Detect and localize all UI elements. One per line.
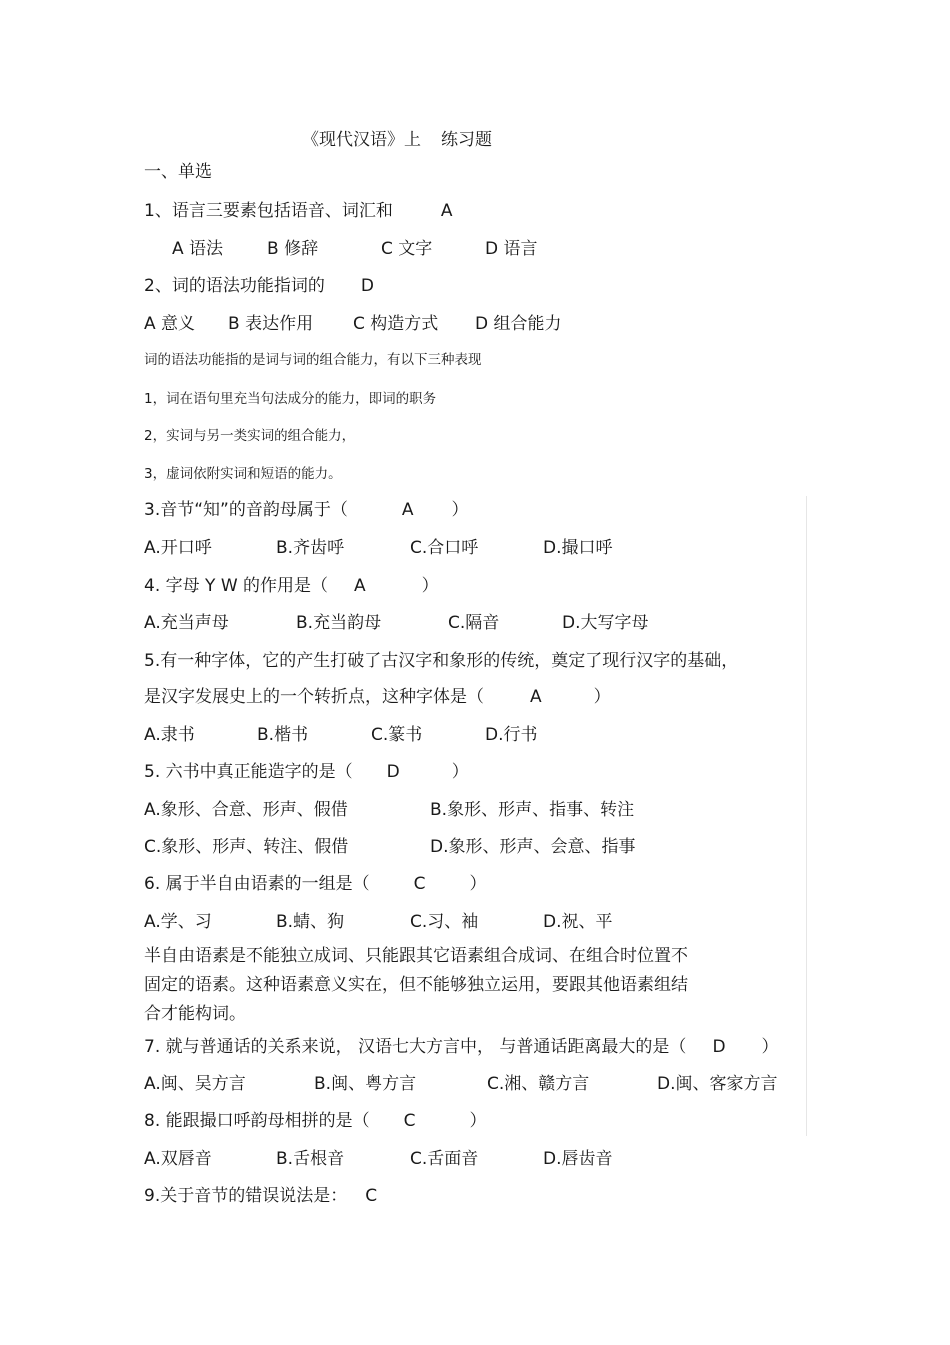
option: D.大写字母	[562, 613, 649, 633]
answer: A	[401, 500, 414, 520]
option: C.篆书	[371, 725, 423, 745]
question-6: 6. 属于半自由语素的一组是（ C ）	[144, 874, 487, 894]
explanation-point: 2，实词与另一类实词的组合能力，	[144, 428, 356, 444]
option: A 语法	[172, 239, 224, 259]
question-5-line1: 5.有一种字体，它的产生打破了古汉字和象形的传统，奠定了现行汉字的基础，	[144, 651, 739, 671]
option: C.习、袖	[410, 912, 479, 932]
question-4: 4. 字母 Y W 的作用是（ A ）	[144, 576, 439, 596]
option: B 表达作用	[228, 314, 314, 334]
explanation-note: 合才能构词。	[144, 1004, 246, 1024]
answer: A	[354, 576, 366, 596]
option: B.象形、形声、指事、转注	[430, 800, 635, 820]
question-5b: 5. 六书中真正能造字的是（ D ）	[144, 762, 469, 782]
question-7: 7. 就与普通话的关系来说， 汉语七大方言中， 与普通话距离最大的是（ D ）	[144, 1037, 779, 1057]
option: C.隔音	[448, 613, 500, 633]
question-1: 1、语言三要素包括语音、词汇和 A	[144, 201, 453, 221]
option: A.闽、吴方言	[144, 1074, 246, 1094]
answer: A	[440, 201, 453, 221]
option: C.合口呼	[410, 538, 479, 558]
option: A.象形、合意、形声、假借	[144, 800, 348, 820]
option: C 构造方式	[353, 314, 439, 334]
option: D.撮口呼	[543, 538, 613, 558]
option: D.祝、平	[543, 912, 613, 932]
question-3: 3.音节“知”的音韵母属于（ A ）	[144, 500, 469, 520]
option: C.象形、形声、转注、假借	[144, 837, 349, 857]
option: A.隶书	[144, 725, 195, 745]
option: A.双唇音	[144, 1149, 212, 1169]
answer: D	[360, 276, 374, 296]
answer: C	[365, 1186, 378, 1206]
margin-rule	[806, 496, 807, 1136]
option: C.湘、赣方言	[487, 1074, 590, 1094]
option: B 修辞	[267, 239, 319, 259]
answer: D	[386, 762, 400, 782]
section-heading: 一、单选	[144, 162, 212, 182]
question-2: 2、词的语法功能指词的 D	[144, 276, 374, 296]
question-5-line2: 是汉字发展史上的一个转折点，这种字体是（ A ）	[144, 687, 611, 707]
option: D 语言	[485, 239, 538, 259]
option: D.闽、客家方言	[657, 1074, 778, 1094]
option: A.开口呼	[144, 538, 212, 558]
question-8: 8. 能跟撮口呼韵母相拼的是（ C ）	[144, 1111, 487, 1131]
option: A 意义	[144, 314, 196, 334]
option: B.闽、粤方言	[314, 1074, 417, 1094]
option: A.充当声母	[144, 613, 229, 633]
option: C 文字	[381, 239, 433, 259]
option: D.象形、形声、会意、指事	[430, 837, 636, 857]
option: B.齐齿呼	[276, 538, 345, 558]
explanation-note: 半自由语素是不能独立成词、只能跟其它语素组合成词、在组合时位置不	[144, 946, 688, 966]
explanation-note: 词的语法功能指的是词与词的组合能力，有以下三种表现	[144, 352, 482, 368]
option: B.舌根音	[276, 1149, 345, 1169]
option: D 组合能力	[475, 314, 562, 334]
answer: C	[403, 1111, 416, 1131]
option: B.楷书	[257, 725, 309, 745]
title-main: 《现代汉语》上	[302, 130, 421, 150]
title-sub: 练习题	[441, 130, 492, 150]
question-9: 9.关于音节的错误说法是： C	[144, 1186, 378, 1206]
option: A.学、习	[144, 912, 212, 932]
answer: C	[413, 874, 426, 894]
option: D.行书	[485, 725, 538, 745]
option: B.蜻、狗	[276, 912, 345, 932]
option: B.充当韵母	[296, 613, 382, 633]
page-title	[302, 125, 492, 150]
option: C.舌面音	[410, 1149, 479, 1169]
answer: D	[712, 1037, 726, 1057]
explanation-note: 固定的语素。这种语素意义实在，但不能够独立运用，要跟其他语素组结	[144, 975, 688, 995]
explanation-point: 3，虚词依附实词和短语的能力。	[144, 466, 342, 482]
answer: A	[530, 687, 542, 707]
explanation-point: 1，词在语句里充当句法成分的能力，即词的职务	[144, 391, 437, 407]
option: D.唇齿音	[543, 1149, 613, 1169]
